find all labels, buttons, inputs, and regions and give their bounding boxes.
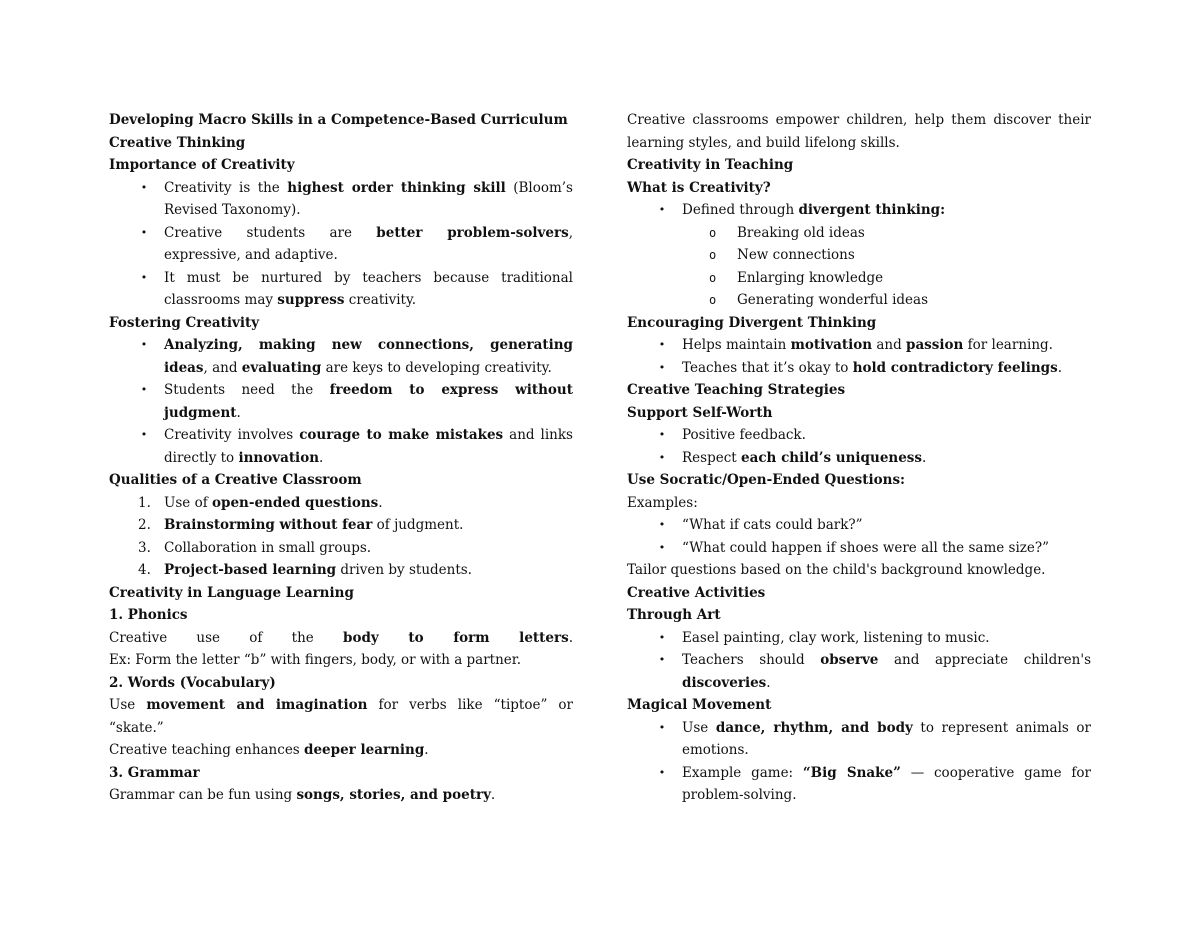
movement-list — [627, 717, 1091, 807]
heading-through-art: Through Art — [627, 607, 721, 623]
art-list — [627, 627, 1091, 695]
heading-grammar: 3. Grammar — [109, 764, 200, 781]
qualities-list — [109, 492, 573, 582]
list-item: o Enlarging knowledge — [737, 267, 1091, 290]
heading-importance-of-creativity: Importance of Creativity — [109, 157, 295, 173]
what-list — [627, 199, 1091, 222]
divergent-list — [627, 334, 1091, 379]
bullet-icon: • — [658, 518, 666, 531]
bullet-icon: • — [658, 338, 666, 351]
list-item: • Defined through divergent thinking: — [682, 199, 1091, 222]
words-text-2: Creative teaching enhances deeper learning. — [109, 742, 429, 758]
right-column — [627, 109, 1091, 807]
heading-socratic-questions: Use Socratic/Open-Ended Questions: — [627, 472, 906, 488]
heading-phonics: 1. Phonics — [109, 607, 188, 623]
circle-bullet-icon: o — [709, 270, 717, 285]
list-item: • Positive feedback. — [682, 424, 1091, 447]
bullet-icon: • — [140, 338, 148, 351]
phonics-text: Creative use of the body to form letters. — [109, 629, 573, 646]
heading-creative-teaching-strategies: Creative Teaching Strategies — [627, 382, 846, 398]
examples-label: Examples: — [627, 494, 698, 511]
bullet-icon: • — [658, 203, 666, 216]
list-item: • It must be nurtured by teachers because traditional classrooms may suppress creativity. — [164, 267, 573, 312]
list-item: o Breaking old ideas — [737, 222, 1091, 245]
list-item: • Creativity is the highest order thinking skill (Bloom’s Revised Taxonomy). — [164, 177, 573, 222]
section-heading-creative-thinking: Creative Thinking — [109, 134, 246, 151]
list-item: • Students need the freedom to express without judgment. — [164, 379, 573, 424]
list-item: • Teachers should observe and appreciate children's discoveries. — [682, 649, 1091, 694]
divergent-sublist — [627, 222, 1091, 312]
heading-what-is-creativity: What is Creativity? — [627, 179, 771, 196]
heading-creativity-in-teaching: Creativity in Teaching — [627, 157, 794, 173]
list-item: o Generating wonderful ideas — [737, 289, 1091, 312]
list-item: • Analyzing, making new connections, generating ideas, and evaluating are keys to developing creativity. — [164, 334, 573, 379]
importance-list — [109, 177, 573, 312]
document-title: Developing Macro Skills in a Competence-Based Curriculum — [109, 112, 568, 128]
list-item: 3. Collaboration in small groups. — [138, 539, 372, 556]
bullet-icon: • — [140, 270, 148, 284]
list-item: • Easel painting, clay work, listening to music. — [682, 627, 1091, 650]
list-item: • “What could happen if shoes were all the same size?” — [682, 537, 1091, 560]
tailor-text: Tailor questions based on the child's background knowledge. — [627, 562, 1046, 578]
bullet-icon: • — [658, 540, 666, 554]
heading-encouraging-divergent-thinking: Encouraging Divergent Thinking — [627, 314, 877, 331]
questions-list — [627, 514, 1091, 559]
heading-fostering-creativity: Fostering Creativity — [109, 314, 260, 331]
list-item: • Use dance, rhythm, and body to represent animals or emotions. — [682, 717, 1091, 762]
left-column — [109, 109, 573, 807]
bullet-icon: • — [658, 653, 666, 666]
intro-text: Creative classrooms empower children, help them discover their learning styles, and build lifelong skills. — [627, 112, 1091, 151]
list-item: o New connections — [737, 244, 1091, 267]
list-item: 4. Project-based learning driven by students. — [138, 562, 472, 578]
list-item: • Teaches that it’s okay to hold contradictory feelings. — [682, 357, 1091, 380]
list-item: • Respect each child’s uniqueness. — [682, 447, 1091, 470]
bullet-icon: • — [658, 428, 666, 441]
list-item: • “What if cats could bark?” — [682, 514, 1091, 537]
bullet-icon: • — [658, 360, 666, 374]
words-text: Use movement and imagination for verbs like “tiptoe” or “skate.” — [109, 697, 573, 736]
list-item: • Creativity involves courage to make mistakes and links directly to innovation. — [164, 424, 573, 469]
bullet-icon: • — [658, 450, 666, 464]
list-item: • Helps maintain motivation and passion for learning. — [682, 334, 1091, 357]
bullet-icon: • — [658, 720, 666, 734]
circle-bullet-icon: o — [709, 225, 717, 240]
bullet-icon: • — [140, 180, 148, 194]
bullet-icon: • — [658, 765, 666, 779]
grammar-text: Grammar can be fun using songs, stories, and poetry. — [109, 787, 496, 803]
list-item: 2. Brainstorming without fear of judgment. — [138, 517, 464, 533]
heading-creative-activities: Creative Activities — [627, 584, 766, 601]
heading-qualities-creative-classroom: Qualities of a Creative Classroom — [109, 472, 362, 488]
fostering-list — [109, 334, 573, 469]
list-item: 1. Use of open-ended questions. — [138, 494, 383, 511]
bullet-icon: • — [658, 630, 666, 644]
bullet-icon: • — [140, 428, 148, 441]
list-item: • Creative students are better problem-solvers, expressive, and adaptive. — [164, 222, 573, 267]
self-worth-list — [627, 424, 1091, 469]
bullet-icon: • — [140, 383, 148, 396]
heading-magical-movement: Magical Movement — [627, 697, 772, 713]
bullet-icon: • — [140, 225, 148, 239]
list-item: • Example game: “Big Snake” — cooperative game for problem-solving. — [682, 762, 1091, 807]
phonics-example: Ex: Form the letter “b” with fingers, body, or with a partner. — [109, 652, 522, 668]
heading-words: 2. Words (Vocabulary) — [109, 674, 276, 691]
circle-bullet-icon: o — [709, 293, 717, 307]
heading-support-self-worth: Support Self-Worth — [627, 404, 773, 421]
circle-bullet-icon: o — [709, 248, 717, 262]
heading-creativity-language-learning: Creativity in Language Learning — [109, 584, 354, 601]
